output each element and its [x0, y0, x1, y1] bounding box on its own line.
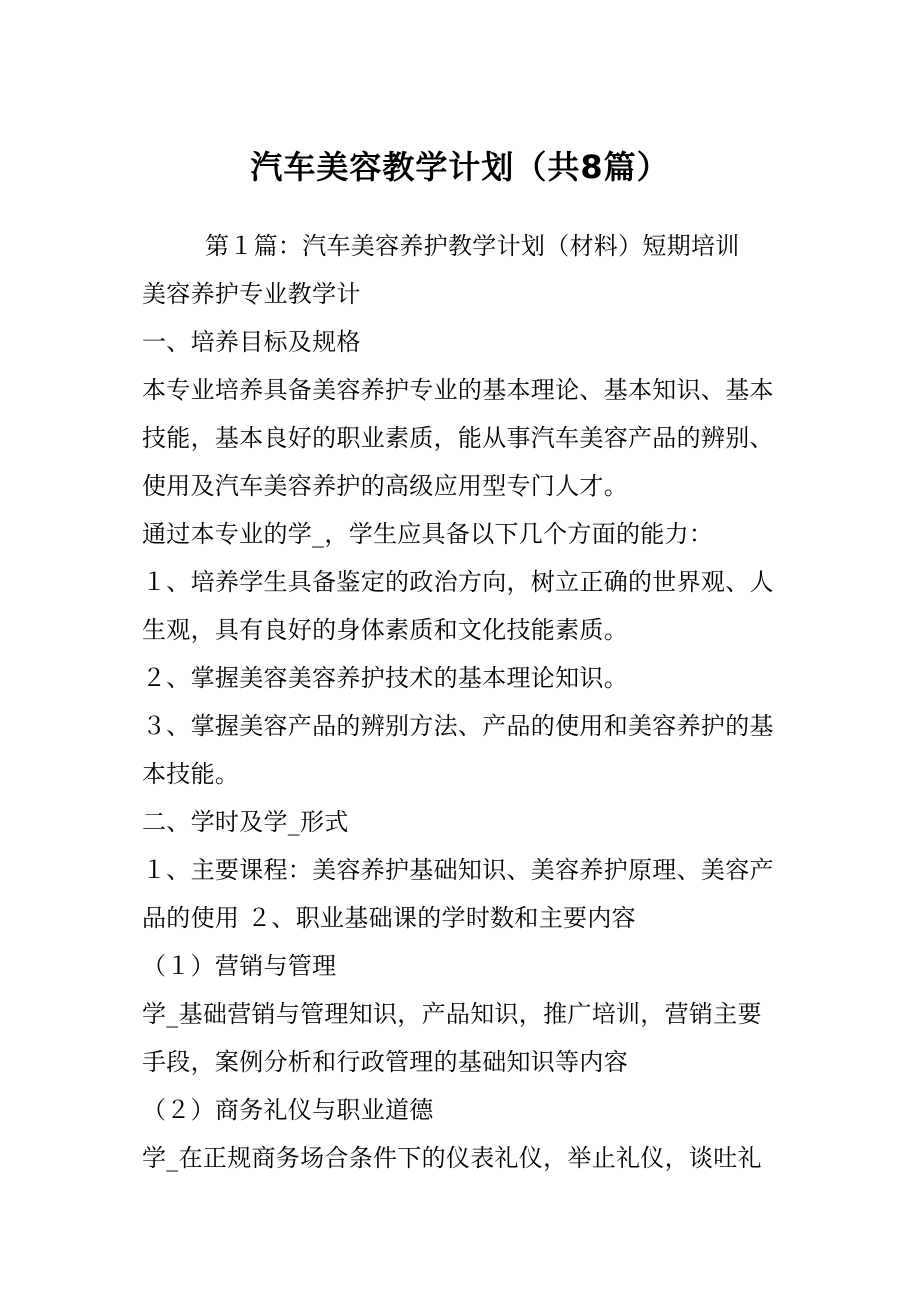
paragraph-line: 通过本专业的学_，学生应具备以下几个方面的能力：	[142, 520, 714, 548]
paragraph-line: 使用及汽车美容养护的高级应用型专门人才。	[142, 472, 628, 500]
subsection-heading: （２）商务礼仪与职业道德	[142, 1096, 434, 1124]
document-title: 汽车美容教学计划（共8篇）	[250, 148, 670, 186]
paragraph-line: 学_在正规商务场合条件下的仪表礼仪，举止礼仪，谈吐礼	[142, 1144, 762, 1172]
section-heading: 第１篇：汽车美容养护教学计划（材料）短期培训	[205, 232, 740, 260]
paragraph-line: 美容养护专业教学计	[142, 280, 361, 308]
section-heading: 二、学时及学_形式	[142, 808, 349, 836]
list-item: １、培养学生具备鉴定的政治方向，树立正确的世界观、人	[142, 568, 774, 596]
paragraph-line: 生观，具有良好的身体素质和文化技能素质。	[142, 616, 628, 644]
paragraph-line: 本专业培养具备美容养护专业的基本理论、基本知识、基本	[142, 376, 774, 404]
section-heading: 一、培养目标及规格	[142, 328, 361, 356]
paragraph-line: 手段，案例分析和行政管理的基础知识等内容	[142, 1048, 628, 1076]
subsection-heading: （１）营销与管理	[142, 952, 337, 980]
list-item: ２、掌握美容美容养护技术的基本理论知识。	[142, 664, 628, 692]
list-item: ３、掌握美容产品的辨别方法、产品的使用和美容养护的基	[142, 712, 774, 740]
paragraph-line: 本技能。	[142, 760, 240, 788]
paragraph-line: 品的使用 ２、职业基础课的学时数和主要内容	[142, 904, 636, 932]
list-item: １、主要课程：美容养护基础知识、美容养护原理、美容产	[142, 856, 774, 884]
paragraph-line: 学_基础营销与管理知识，产品知识，推广培训，营销主要	[142, 1000, 762, 1028]
paragraph-line: 技能，基本良好的职业素质，能从事汽车美容产品的辨别、	[142, 424, 774, 452]
document-body	[142, 222, 802, 1182]
